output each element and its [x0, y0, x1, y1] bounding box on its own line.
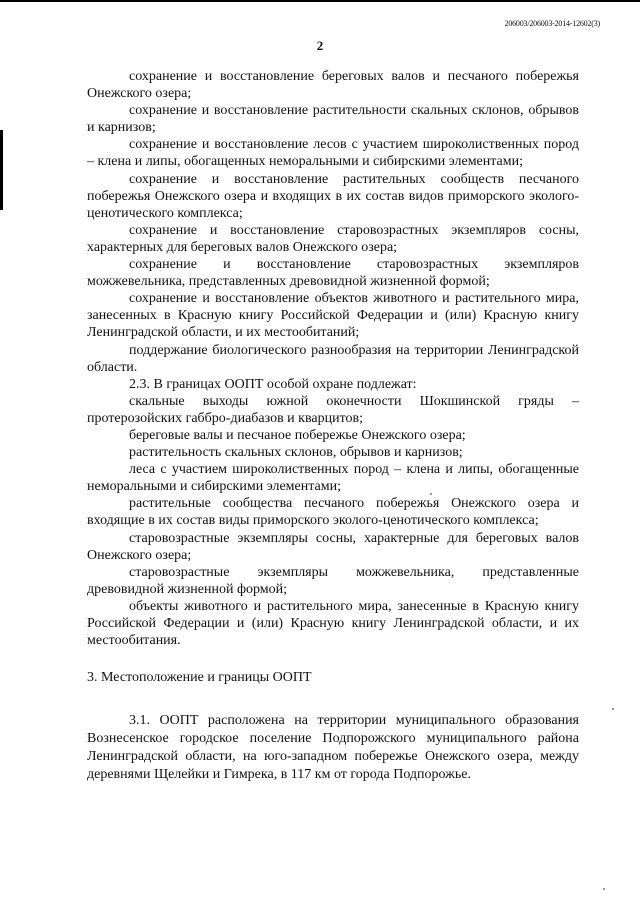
document-id: 206003/206003-2014-12602(3) — [504, 19, 600, 28]
scan-top-border — [0, 0, 640, 2]
scan-speck — [430, 493, 432, 495]
paragraph: сохранение и восстановление береговых валов и песчаного побережья Онежского озера; — [87, 69, 579, 102]
paragraph: объекты животного и растительного мира, занесенные в Красную книгу Российской Федерации и (или) Красную книгу Ленинградской области, и их местообитания. — [87, 598, 579, 649]
scan-speck — [603, 888, 605, 890]
paragraph: сохранение и восстановление растительности скальных склонов, обрывов и карнизов; — [87, 103, 579, 136]
document-body — [87, 68, 579, 784]
section-heading: 3. Местоположение и границы ООПТ — [87, 670, 312, 686]
paragraph: береговые валы и песчаное побережье Онежского озера; — [129, 427, 466, 443]
paragraph: сохранение и восстановление растительных сообществ песчаного побережья Онежского озера и входящих в их состав видов приморского эколого-ценотического комплекса; — [87, 171, 579, 221]
section-2-3-intro: 2.3. В границах ООПТ особой охране подлежат: — [129, 376, 417, 392]
section-3-1-paragraph: 3.1. ООПТ расположена на территории муниципального образования Вознесенское городское поселение Подпорожского муниципального района Ленинградской области, на юго-западном побережье Онежского озера, между деревнями Щелейки и Гимрека, в 117 км от города Подпорожье. — [87, 713, 579, 783]
paragraph: старовозрастные экземпляры можжевельника, представленные древовидной жизненной формой; — [87, 564, 579, 597]
paragraph: растительные сообщества песчаного побережья Онежского озера и входящие в их состав виды приморского эколого-ценотического комплекса; — [87, 496, 579, 529]
scan-speck — [612, 708, 614, 710]
page-number: 2 — [316, 38, 324, 53]
paragraph: растительность скальных склонов, обрывов и карнизов; — [129, 445, 463, 461]
paragraph: сохранение и восстановление старовозрастных экземпляров можжевельника, представленных древовидной жизненной формой; — [87, 257, 579, 290]
paragraph: сохранение и восстановление объектов животного и растительного мира, занесенных в Красную книгу Российской Федерации и (или) Красную книгу Ленинградской области, и их местообитаний; — [87, 291, 579, 341]
scan-left-edge-mark — [0, 130, 3, 210]
paragraph: леса с участием широколиственных пород – клена и липы, обогащенные неморальными и сибирскими элементами; — [87, 462, 579, 495]
paragraph: сохранение и восстановление лесов с участием широколиственных пород – клена и липы, обогащенных неморальными и сибирскими элементами; — [87, 137, 579, 170]
paragraph: старовозрастные экземпляры сосны, характерные для береговых валов Онежского озера; — [87, 530, 579, 563]
paragraph: поддержание биологического разнообразия на территории Ленинградской области. — [87, 342, 579, 375]
paragraph: скальные выходы южной оконечности Шокшинской гряды – протерозойских габбро-диабазов и кварцитов; — [87, 393, 579, 426]
paragraph: сохранение и восстановление старовозрастных экземпляров сосны, характерных для береговых валов Онежского озера; — [87, 222, 579, 255]
